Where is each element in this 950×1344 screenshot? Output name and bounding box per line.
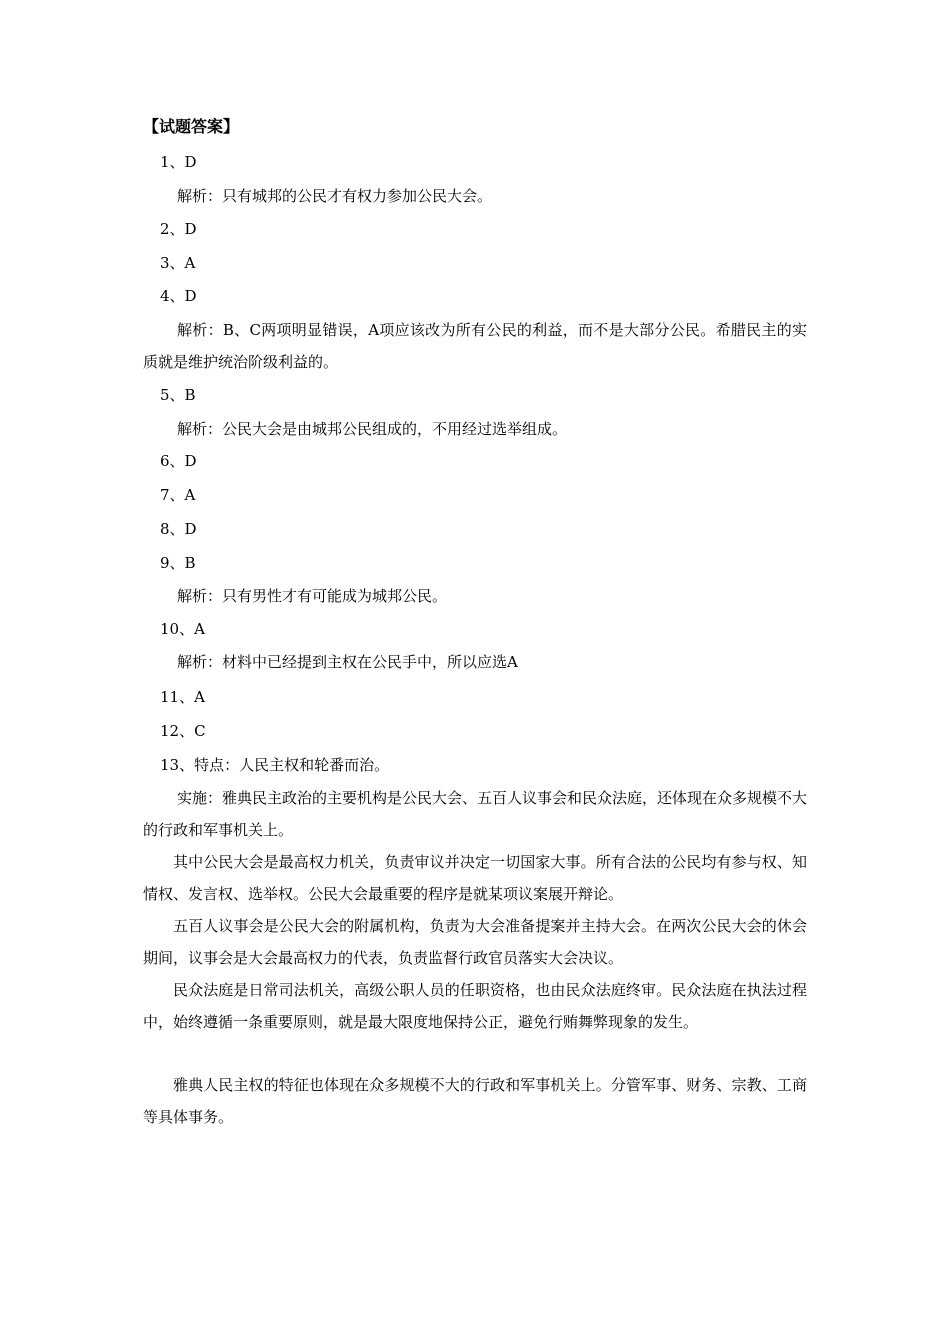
- analysis-4: 解析：B、C两项明显错误，A项应该改为所有公民的利益，而不是大部分公民。希腊民主的实质就是维护统治阶级利益的。: [143, 321, 807, 371]
- answer-7: 7、A: [160, 486, 196, 504]
- analysis-5: 解析：公民大会是由城邦公民组成的，不用经过选举组成。: [177, 420, 568, 438]
- answer-1: 1、D: [160, 153, 197, 171]
- q13-paragraph: 其中公民大会是最高权力机关，负责审议并决定一切国家大事。所有合法的公民均有参与权、知情权、发言权、选举权。公民大会最重要的程序是就某项议案展开辩论。: [143, 853, 807, 903]
- answer-12: 12、C: [160, 722, 206, 740]
- answer-4: 4、D: [160, 287, 197, 305]
- analysis-1: 解析：只有城邦的公民才有权力参加公民大会。: [177, 187, 493, 205]
- answer-2: 2、D: [160, 220, 197, 238]
- q13-paragraph: 雅典人民主权的特征也体现在众多规模不大的行政和军事机关上。分管军事、财务、宗教、工商等具体事务。: [143, 1076, 807, 1126]
- answer-10: 10、A: [160, 620, 205, 638]
- answer-8: 8、D: [160, 520, 197, 538]
- answer-11: 11、A: [160, 688, 205, 706]
- q13-paragraph: 五百人议事会是公民大会的附属机构，负责为大会准备提案并主持大会。在两次公民大会的休会期间，议事会是大会最高权力的代表，负责监督行政官员落实大会决议。: [143, 917, 807, 967]
- answer-6: 6、D: [160, 452, 197, 470]
- analysis-10: 解析：材料中已经提到主权在公民手中，所以应选A: [177, 653, 518, 671]
- answer-5: 5、B: [160, 386, 196, 404]
- answer-3: 3、A: [160, 254, 196, 272]
- answer-9: 9、B: [160, 554, 196, 572]
- q13-implementation: 实施：雅典民主政治的主要机构是公民大会、五百人议事会和民众法庭，还体现在众多规模不大的行政和军事机关上。: [143, 789, 808, 839]
- analysis-9: 解析：只有男性才有可能成为城邦公民。: [177, 587, 448, 605]
- q13-paragraph: 民众法庭是日常司法机关，高级公职人员的任职资格，也由民众法庭终审。民众法庭在执法过程中，始终遵循一条重要原则，就是最大限度地保持公正，避免行贿舞弊现象的发生。: [143, 981, 807, 1031]
- answer-13: 13、特点：人民主权和轮番而治。: [160, 756, 390, 774]
- answers-heading: 【试题答案】: [143, 117, 240, 136]
